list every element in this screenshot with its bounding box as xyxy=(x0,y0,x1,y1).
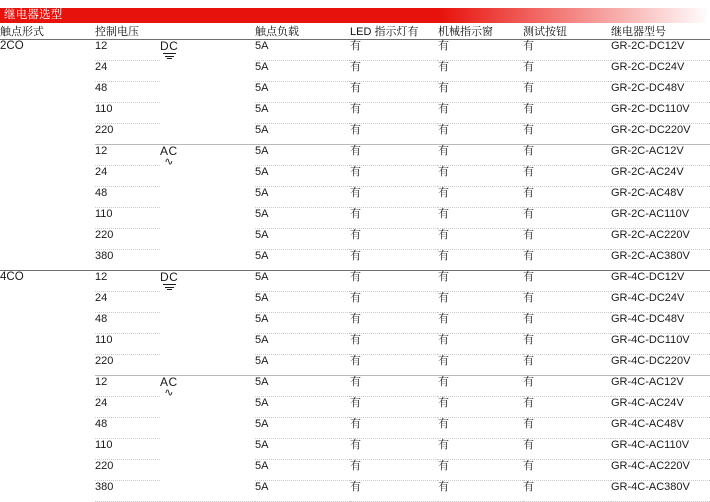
column-header-contact-type: 触点形式 xyxy=(0,26,95,40)
table-row xyxy=(0,397,710,418)
cell-led-indicator: 有 xyxy=(350,40,438,61)
cell-contact-load: 5A xyxy=(255,439,350,460)
cell-control-voltage: 220 xyxy=(95,124,160,145)
cell-mechanical-indicator: 有 xyxy=(438,355,523,376)
cell-control-voltage: 24 xyxy=(95,397,160,418)
cell-mechanical-indicator: 有 xyxy=(438,460,523,481)
cell-test-button: 有 xyxy=(523,481,611,502)
cell-led-indicator: 有 xyxy=(350,124,438,145)
cell-relay-model: GR-2C-AC48V xyxy=(611,187,710,208)
cell-test-button: 有 xyxy=(523,124,611,145)
cell-mechanical-indicator: 有 xyxy=(438,397,523,418)
cell-contact-load: 5A xyxy=(255,40,350,61)
cell-relay-model: GR-2C-DC24V xyxy=(611,61,710,82)
table-body xyxy=(0,40,710,502)
cell-led-indicator: 有 xyxy=(350,145,438,166)
dc-symbol-icon: DC xyxy=(160,40,255,145)
column-header-led-indicator: LED 指示灯有 xyxy=(350,26,438,40)
cell-contact-load: 5A xyxy=(255,313,350,334)
cell-relay-model: GR-4C-AC220V xyxy=(611,460,710,481)
cell-mechanical-indicator: 有 xyxy=(438,82,523,103)
cell-relay-model: GR-4C-AC380V xyxy=(611,481,710,502)
cell-contact-load: 5A xyxy=(255,187,350,208)
cell-control-voltage: 12 xyxy=(95,271,160,292)
cell-relay-model: GR-4C-DC110V xyxy=(611,334,710,355)
cell-led-indicator: 有 xyxy=(350,82,438,103)
cell-mechanical-indicator: 有 xyxy=(438,187,523,208)
cell-control-voltage: 220 xyxy=(95,229,160,250)
cell-relay-model: GR-2C-DC12V xyxy=(611,40,710,61)
cell-test-button: 有 xyxy=(523,439,611,460)
cell-contact-load: 5A xyxy=(255,397,350,418)
cell-relay-model: GR-2C-AC220V xyxy=(611,229,710,250)
column-header-test-button: 测试按钮 xyxy=(523,26,611,40)
column-header-relay-model: 继电器型号 xyxy=(611,26,710,40)
cell-control-voltage: 220 xyxy=(95,355,160,376)
cell-mechanical-indicator: 有 xyxy=(438,40,523,61)
cell-relay-model: GR-4C-AC12V xyxy=(611,376,710,397)
cell-contact-load: 5A xyxy=(255,208,350,229)
cell-relay-model: GR-4C-DC220V xyxy=(611,355,710,376)
cell-test-button: 有 xyxy=(523,397,611,418)
cell-mechanical-indicator: 有 xyxy=(438,166,523,187)
table-row xyxy=(0,334,710,355)
cell-control-voltage: 12 xyxy=(95,376,160,397)
cell-control-voltage: 12 xyxy=(95,40,160,61)
table-row xyxy=(0,40,710,61)
cell-led-indicator: 有 xyxy=(350,355,438,376)
cell-control-voltage: 110 xyxy=(95,208,160,229)
cell-relay-model: GR-4C-DC24V xyxy=(611,292,710,313)
cell-led-indicator: 有 xyxy=(350,334,438,355)
cell-mechanical-indicator: 有 xyxy=(438,145,523,166)
cell-mechanical-indicator: 有 xyxy=(438,103,523,124)
cell-control-voltage: 48 xyxy=(95,313,160,334)
cell-test-button: 有 xyxy=(523,334,611,355)
cell-mechanical-indicator: 有 xyxy=(438,418,523,439)
cell-mechanical-indicator: 有 xyxy=(438,313,523,334)
cell-contact-load: 5A xyxy=(255,460,350,481)
cell-test-button: 有 xyxy=(523,460,611,481)
dc-symbol-icon: DC xyxy=(160,271,255,376)
cell-relay-model: GR-4C-AC24V xyxy=(611,397,710,418)
cell-mechanical-indicator: 有 xyxy=(438,376,523,397)
cell-led-indicator: 有 xyxy=(350,208,438,229)
cell-relay-model: GR-2C-AC380V xyxy=(611,250,710,271)
cell-relay-model: GR-2C-DC110V xyxy=(611,103,710,124)
cell-test-button: 有 xyxy=(523,292,611,313)
cell-test-button: 有 xyxy=(523,229,611,250)
section-title-bar xyxy=(0,8,710,23)
cell-mechanical-indicator: 有 xyxy=(438,124,523,145)
cell-contact-load: 5A xyxy=(255,250,350,271)
table-row xyxy=(0,250,710,271)
cell-contact-load: 5A xyxy=(255,124,350,145)
ac-symbol-icon: AC ∿ xyxy=(160,376,255,502)
cell-control-voltage: 48 xyxy=(95,418,160,439)
cell-led-indicator: 有 xyxy=(350,103,438,124)
cell-contact-load: 5A xyxy=(255,481,350,502)
cell-relay-model: GR-2C-AC24V xyxy=(611,166,710,187)
cell-test-button: 有 xyxy=(523,355,611,376)
cell-test-button: 有 xyxy=(523,418,611,439)
cell-contact-load: 5A xyxy=(255,82,350,103)
cell-test-button: 有 xyxy=(523,103,611,124)
table-row xyxy=(0,145,710,166)
cell-test-button: 有 xyxy=(523,376,611,397)
cell-led-indicator: 有 xyxy=(350,250,438,271)
cell-test-button: 有 xyxy=(523,61,611,82)
table-row xyxy=(0,208,710,229)
cell-led-indicator: 有 xyxy=(350,271,438,292)
cell-led-indicator: 有 xyxy=(350,313,438,334)
cell-contact-load: 5A xyxy=(255,418,350,439)
cell-control-voltage: 110 xyxy=(95,439,160,460)
table-row xyxy=(0,418,710,439)
cell-contact-load: 5A xyxy=(255,103,350,124)
cell-relay-model: GR-4C-DC48V xyxy=(611,313,710,334)
cell-relay-model: GR-2C-DC220V xyxy=(611,124,710,145)
cell-test-button: 有 xyxy=(523,313,611,334)
cell-test-button: 有 xyxy=(523,40,611,61)
column-header-control-voltage: 控制电压 xyxy=(95,26,160,40)
cell-mechanical-indicator: 有 xyxy=(438,250,523,271)
cell-relay-model: GR-4C-DC12V xyxy=(611,271,710,292)
cell-mechanical-indicator: 有 xyxy=(438,271,523,292)
cell-contact-load: 5A xyxy=(255,292,350,313)
cell-test-button: 有 xyxy=(523,208,611,229)
cell-led-indicator: 有 xyxy=(350,439,438,460)
table-row xyxy=(0,82,710,103)
cell-contact-load: 5A xyxy=(255,61,350,82)
table-row xyxy=(0,439,710,460)
table-row xyxy=(0,124,710,145)
cell-led-indicator: 有 xyxy=(350,166,438,187)
table-row xyxy=(0,187,710,208)
cell-led-indicator: 有 xyxy=(350,61,438,82)
cell-contact-load: 5A xyxy=(255,376,350,397)
cell-relay-model: GR-2C-DC48V xyxy=(611,82,710,103)
cell-relay-model: GR-2C-AC12V xyxy=(611,145,710,166)
table-header-row xyxy=(0,26,710,40)
table-row xyxy=(0,166,710,187)
page-title: 继电器选型 xyxy=(4,9,63,21)
column-header-voltage-kind xyxy=(160,26,255,40)
cell-led-indicator: 有 xyxy=(350,460,438,481)
cell-control-voltage: 12 xyxy=(95,145,160,166)
cell-mechanical-indicator: 有 xyxy=(438,439,523,460)
table-row xyxy=(0,292,710,313)
cell-mechanical-indicator: 有 xyxy=(438,292,523,313)
cell-relay-model: GR-2C-AC110V xyxy=(611,208,710,229)
cell-led-indicator: 有 xyxy=(350,229,438,250)
cell-control-voltage: 380 xyxy=(95,250,160,271)
cell-control-voltage: 110 xyxy=(95,334,160,355)
cell-relay-model: GR-4C-AC48V xyxy=(611,418,710,439)
table-row xyxy=(0,61,710,82)
cell-led-indicator: 有 xyxy=(350,292,438,313)
cell-mechanical-indicator: 有 xyxy=(438,334,523,355)
table-header xyxy=(0,26,710,40)
relay-selection-table xyxy=(0,26,710,502)
cell-contact-type: 4CO xyxy=(0,271,95,502)
cell-mechanical-indicator: 有 xyxy=(438,208,523,229)
table-row xyxy=(0,103,710,124)
column-header-contact-load: 触点负载 xyxy=(255,26,350,40)
cell-test-button: 有 xyxy=(523,145,611,166)
table-row xyxy=(0,271,710,292)
cell-contact-load: 5A xyxy=(255,355,350,376)
column-header-mechanical-indicator: 机械指示窗 xyxy=(438,26,523,40)
cell-control-voltage: 220 xyxy=(95,460,160,481)
cell-control-voltage: 110 xyxy=(95,103,160,124)
cell-contact-load: 5A xyxy=(255,271,350,292)
cell-mechanical-indicator: 有 xyxy=(438,61,523,82)
cell-control-voltage: 24 xyxy=(95,166,160,187)
cell-test-button: 有 xyxy=(523,250,611,271)
cell-control-voltage: 48 xyxy=(95,82,160,103)
cell-led-indicator: 有 xyxy=(350,397,438,418)
table-row xyxy=(0,229,710,250)
table-row xyxy=(0,355,710,376)
cell-led-indicator: 有 xyxy=(350,376,438,397)
table-row xyxy=(0,481,710,502)
cell-contact-load: 5A xyxy=(255,334,350,355)
cell-led-indicator: 有 xyxy=(350,418,438,439)
cell-contact-load: 5A xyxy=(255,145,350,166)
cell-test-button: 有 xyxy=(523,271,611,292)
cell-control-voltage: 48 xyxy=(95,187,160,208)
cell-mechanical-indicator: 有 xyxy=(438,481,523,502)
cell-test-button: 有 xyxy=(523,82,611,103)
cell-led-indicator: 有 xyxy=(350,187,438,208)
cell-test-button: 有 xyxy=(523,166,611,187)
ac-symbol-icon: AC ∿ xyxy=(160,145,255,271)
cell-control-voltage: 24 xyxy=(95,61,160,82)
table-row xyxy=(0,313,710,334)
cell-test-button: 有 xyxy=(523,187,611,208)
table-row xyxy=(0,460,710,481)
cell-relay-model: GR-4C-AC110V xyxy=(611,439,710,460)
cell-contact-load: 5A xyxy=(255,166,350,187)
cell-led-indicator: 有 xyxy=(350,481,438,502)
cell-control-voltage: 24 xyxy=(95,292,160,313)
cell-contact-type: 2CO xyxy=(0,40,95,271)
cell-mechanical-indicator: 有 xyxy=(438,229,523,250)
cell-contact-load: 5A xyxy=(255,229,350,250)
table-row xyxy=(0,376,710,397)
cell-control-voltage: 380 xyxy=(95,481,160,502)
